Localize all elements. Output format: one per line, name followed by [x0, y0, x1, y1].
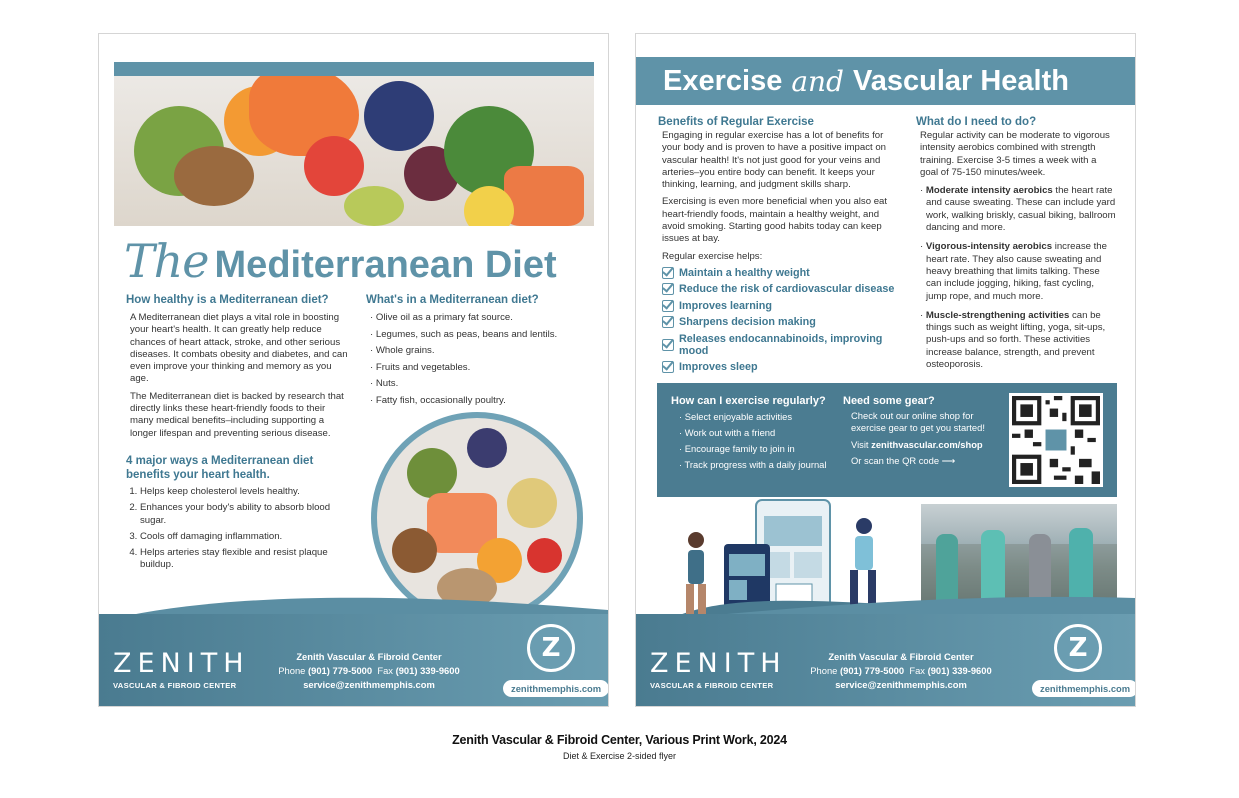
food-photo — [114, 76, 594, 226]
section-heading-ways: 4 major ways a Mediterranean diet benefits your heart health. — [126, 454, 314, 481]
gear-paragraph: Check out our online shop for exercise gear to get you started! — [851, 410, 985, 433]
phone-number: (901) 779-5000 — [840, 665, 905, 676]
gear-visit-line — [851, 437, 1003, 453]
arrow-right-icon: ⟶ — [941, 455, 956, 466]
logo-wordmark: ZENITH — [650, 648, 787, 679]
todo-paragraph: Regular activity can be moderate to vigorous intensity aerobics combined with strength training. Exercise 3-5 times a week with a goal of 75-150 minutes/week. — [920, 130, 1110, 178]
title-bold: Mediterranean Diet — [214, 244, 557, 286]
item-text: can be things such as weight lifting, yoga, sit-ups, push-ups and so forth. These activities increase balance, strength, and prevent osteoporosis. — [926, 309, 1106, 371]
email-link[interactable]: service@zenithmemphis.com — [303, 679, 435, 690]
checkbox-icon — [662, 316, 674, 328]
gear-block — [843, 395, 1003, 469]
ways-list — [126, 486, 348, 572]
title-script: The — [124, 234, 209, 288]
website-link[interactable]: zenithmemphis.com — [503, 680, 609, 697]
fax-number: (901) 339-9600 — [927, 665, 992, 676]
list-item: 4. Helps arteries stay flexible and resist plaque buildup. — [140, 547, 348, 572]
phone-number: (901) 779-5000 — [308, 665, 373, 676]
checkbox-icon — [662, 267, 674, 279]
logo-wordmark: ZENITH — [113, 648, 250, 679]
list-item: · Encourage family to join in — [679, 443, 795, 454]
list-item: 1. Helps keep cholesterol levels healthy. — [140, 486, 348, 498]
scan-label: Or scan the QR code — [851, 455, 940, 466]
zenith-logo — [650, 648, 787, 690]
benefits-column — [658, 115, 898, 378]
title-right: Vascular Health — [852, 64, 1069, 97]
list-item: 3. Cools off damaging inflammation. — [140, 531, 348, 543]
page-title-banner — [636, 57, 1135, 105]
item-bold: Moderate intensity aerobics — [925, 185, 1053, 197]
gear-heading: Need some gear? — [843, 395, 935, 407]
list-item: · Track progress with a daily journal — [679, 459, 827, 470]
phone-label: Phone — [278, 665, 306, 676]
list-item: · Olive oil as a primary fat source. — [370, 312, 513, 323]
footer — [99, 614, 608, 706]
list-item: · Vigorous-intensity aerobics increase the heart rate. They also cause sweating and heavy breathing that limits talking. These can include jogging, hiking, fast cycling, jump rope, and much more. — [920, 241, 1107, 302]
check-item — [662, 333, 898, 357]
exercise-flyer-page — [635, 33, 1136, 707]
benefits-paragraph-2: Exercising is even more beneficial when you also eat heart-friendly foods, maintain a healthy weight, and avoid smoking. Starting good habits today can keep issues at bay. — [662, 196, 888, 245]
website-link[interactable]: zenithmemphis.com — [1032, 680, 1136, 697]
list-item: · Select enjoyable activities — [679, 411, 793, 422]
page-title — [124, 234, 557, 288]
phone-label: Phone — [810, 665, 838, 676]
item-text: increase the heart rate. They also cause sweating and heavy breathing that limits talking. These can include jogging, hiking, fast cycling, jump rope, and much more. — [926, 241, 1107, 302]
helps-intro: Regular exercise helps: — [662, 250, 763, 262]
check-label: Reduce the risk of cardiovascular disease — [679, 283, 895, 296]
caption — [0, 733, 1239, 761]
regular-block — [671, 395, 831, 471]
paragraph-healthy-2: The Mediterranean diet is backed by research that directly links these heart-friendly foods to their many medical benefits–including supporting a longer lifespan and preventing serious disease. — [130, 390, 344, 439]
org-name: Zenith Vascular & Fibroid Center — [296, 651, 442, 662]
tips-box — [657, 383, 1117, 497]
check-item — [662, 316, 898, 328]
check-item — [662, 361, 898, 373]
list-item: · Muscle-strengthening activities can be things such as weight lifting, yoga, sit-ups, push-ups and so forth. These activities increase balance, strength, and prevent osteoporosis. — [920, 309, 1106, 371]
regular-list — [679, 409, 831, 471]
check-item — [662, 267, 898, 279]
list-item: · Fruits and vegetables. — [370, 361, 471, 373]
title-left: Exercise — [663, 64, 783, 97]
gear-scan-line — [851, 453, 1003, 469]
qr-code-icon — [1012, 396, 1100, 484]
checkbox-icon — [662, 361, 674, 373]
check-item — [662, 300, 898, 312]
top-banner-strip — [114, 62, 594, 76]
logo-tagline: VASCULAR & FIBROID CENTER — [113, 681, 237, 690]
footer — [636, 614, 1135, 706]
item-bold: Muscle-strengthening activities — [925, 309, 1070, 321]
list-item: · Nuts. — [370, 378, 399, 389]
shop-link[interactable]: zenithvascular.com/shop — [871, 439, 983, 450]
benefits-heading: Benefits of Regular Exercise — [658, 116, 814, 128]
left-column — [126, 293, 348, 576]
benefit-checklist — [662, 267, 898, 374]
diet-flyer-page — [98, 33, 609, 707]
todo-heading: What do I need to do? — [916, 116, 1037, 128]
section-heading-whats-in: What's in a Mediterranean diet? — [366, 294, 539, 306]
caption-subtitle: Diet & Exercise 2-sided flyer — [562, 751, 677, 761]
right-column — [366, 293, 596, 409]
org-name: Zenith Vascular & Fibroid Center — [828, 651, 974, 662]
checkbox-icon — [662, 283, 674, 295]
check-label: Improves sleep — [679, 361, 758, 374]
contact-block — [806, 650, 996, 692]
check-label: Releases endocannabinoids, improving mood — [679, 332, 883, 357]
fax-label: Fax — [909, 665, 925, 676]
check-item — [662, 283, 898, 295]
title-mid: and — [791, 64, 844, 98]
paragraph-healthy-1: A Mediterranean diet plays a vital role in boosting your heart's health. It can greatly help reduce chances of heart attack, stroke, and other serious diseases. It combats obesity and diabetes, and can even improve your thinking and memory as you age. — [130, 312, 348, 385]
visit-label: Visit — [851, 439, 869, 450]
check-label: Maintain a healthy weight — [679, 266, 810, 279]
check-label: Improves learning — [679, 299, 773, 312]
checkbox-icon — [662, 339, 674, 351]
list-item: · Work out with a friend — [679, 427, 776, 438]
qr-code[interactable] — [1009, 393, 1103, 487]
fax-label: Fax — [377, 665, 393, 676]
todo-column — [916, 115, 1116, 378]
zenith-logo — [113, 648, 250, 690]
list-item: · Legumes, such as peas, beans and lentils. — [370, 328, 558, 340]
todo-list — [920, 185, 1116, 371]
contact-block — [274, 650, 464, 692]
caption-title: Zenith Vascular & Fibroid Center, Various Print Work, 2024 — [452, 733, 787, 747]
email-link[interactable]: service@zenithmemphis.com — [835, 679, 967, 690]
regular-heading: How can I exercise regularly? — [671, 395, 826, 407]
ingredients-list — [370, 310, 596, 409]
list-item: · Whole grains. — [370, 345, 435, 356]
list-item: · Fatty fish, occasionally poultry. — [370, 394, 506, 406]
list-item: 2. Enhances your body's ability to absorb blood sugar. — [140, 502, 348, 527]
z-badge-icon: Z — [1054, 624, 1102, 672]
item-bold: Vigorous-intensity aerobics — [925, 241, 1053, 253]
list-item: · Moderate intensity aerobics the heart rate and cause sweating. These can include yard work, walking briskly, casual biking, ballroom dancing and more. — [920, 185, 1116, 234]
checkbox-icon — [662, 300, 674, 312]
benefits-paragraph-1: Engaging in regular exercise has a lot of benefits for your body and is proven to have a positive impact on vascular health! It's not just good for your veins and arteries–you entire body can benefit. It keeps your thinking, learning, and judgment skills sharp. — [662, 130, 886, 191]
check-label: Sharpens decision making — [679, 316, 816, 329]
fax-number: (901) 339-9600 — [395, 665, 460, 676]
z-badge-icon: Z — [527, 624, 575, 672]
section-heading-healthy: How healthy is a Mediterranean diet? — [126, 294, 329, 306]
logo-tagline: VASCULAR & FIBROID CENTER — [650, 681, 774, 690]
item-text: the heart rate and cause sweating. These can include yard work, walking briskly, casual biking, ballroom dancing and more. — [926, 185, 1116, 234]
